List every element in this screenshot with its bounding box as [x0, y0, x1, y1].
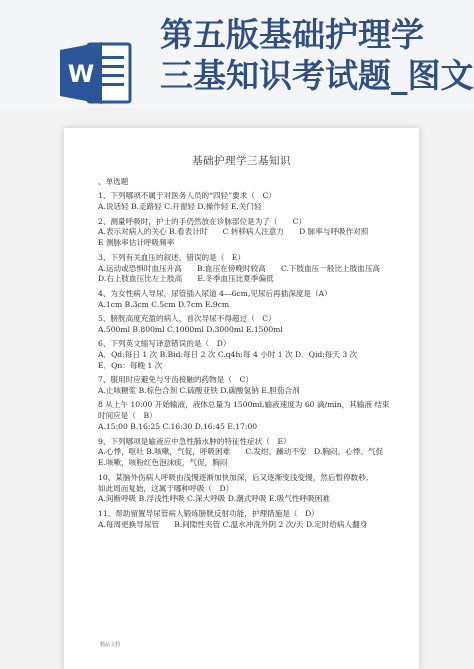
document-line: A.表示对病人的关心 B.看表计时 C 转移病人注意力 D 脉率与呼吸作对照 [98, 227, 369, 237]
document-line: A．Qd:每日 1 次 B.Bid:每日 2 次 C.q4h:每 4 小时 1 次 D．Qid:每天 3 次 [98, 350, 358, 360]
document-body [98, 177, 403, 531]
document-line: D.右上肢血压比左上肢高 E.冬季血压比夏季偏低 [98, 274, 274, 284]
document-line: A.心悸，呕吐 B.咳嗽，气促，呼吸困难 C.发绀、躁动不安 D.胸闷、心悸、气促 [98, 447, 384, 457]
banner-title-line-2: 三基知识考试题_图文 [160, 56, 474, 95]
document-line: A.间断呼吸 B.浮浅性呼吸 C.深大呼吸 D.潮式呼吸 E.吸气性呼吸困难 [98, 494, 330, 504]
document-line: 8 从上午 10:00 开始输液，液体总量为 1500ml,输液速度为 60 滴/min，其输液 结束 [98, 400, 390, 410]
document-line: 5、膀胱高度充盈的病人，首次导尿不得超过（ C） [98, 313, 276, 323]
document-line: 时间应是（ B） [98, 411, 157, 421]
document-line: 3、下列有关血压的叙述，错误的是（ E） [98, 252, 246, 262]
document-page [64, 128, 419, 669]
document-line: A.500ml B.800ml C.1000ml D.3000ml E.1500ml [98, 324, 283, 334]
document-line: E．Qn：每晚 1 次 [98, 360, 163, 370]
banner-title-line-1: 第五版基础护理学 [160, 15, 424, 54]
document-line: 9、下列哪项是输液应中急性肺水肿的特征性症状（ E） [98, 436, 291, 446]
document-line: 1、下列哪项不属于对医务人员的“四轻”要求（ C） [98, 191, 276, 201]
document-line: E.咳嗽，咳粉红色泡沫痰，气促，胸闷 [98, 458, 228, 468]
document-line: 7、服用时应避免与牙齿接触的药物是（ C） [98, 375, 253, 385]
page-footer: 精品文档 [100, 642, 121, 649]
document-title: 基础护理学三基知识 [192, 155, 291, 167]
document-line: 4、为女性病人导尿，尿管插入尿道 4—6cm,见尿后再插深度是（A） [98, 288, 332, 298]
document-line: 2、测量呼吸时，护士的手仍然放在诊脉部位是为了（ C） [98, 216, 307, 226]
banner [0, 0, 474, 112]
document-line: 10、某脑外伤病人呼吸由浅慢逐渐加快加深，后又逐渐变浅变慢，然后暂停数秒, [98, 472, 369, 482]
document-line: 6、下列英文缩写译意错误的是（ D） [98, 339, 231, 349]
document-line: 11、帮助留置导尿管病人锻炼膀胱反射功能，护理措施是（ D） [98, 508, 319, 518]
document-line: A.说话轻 B.走路轻 C.开窗轻 D.操作轻 E.关门轻 [98, 202, 262, 212]
document-line: A.运动或恐惧时血压升高 B.血压在傍晚时较高 C.下肢血压一般比上肢血压高 [98, 263, 381, 273]
banner-title [160, 14, 474, 96]
document-line: A.1cm B.3cm C.5cm D.7cm E.9cm [98, 299, 230, 309]
document-line: 、单选题 [98, 177, 129, 186]
word-icon-letter: W [67, 60, 95, 88]
word-document-icon [58, 40, 134, 106]
document-line: A.15:00 B.16:25 C.16:30 D.16:45 E.17:00 [98, 422, 258, 432]
document-line: 如此周而复始，这属于哪种呼吸（ D） [98, 483, 234, 493]
document-line: A.每周更换导尿管 B.间隙性夹管 C.温水冲洗外阴 2 次/天 D.定时给病人翻身 [98, 519, 368, 529]
document-line: E 测脉率估计呼吸频率 [98, 238, 175, 248]
document-line: A.止咳糖浆 B.棕色合剂 C.硫酸亚铁 D.碳酸氢钠 E.胆茄合剂 [98, 386, 300, 396]
